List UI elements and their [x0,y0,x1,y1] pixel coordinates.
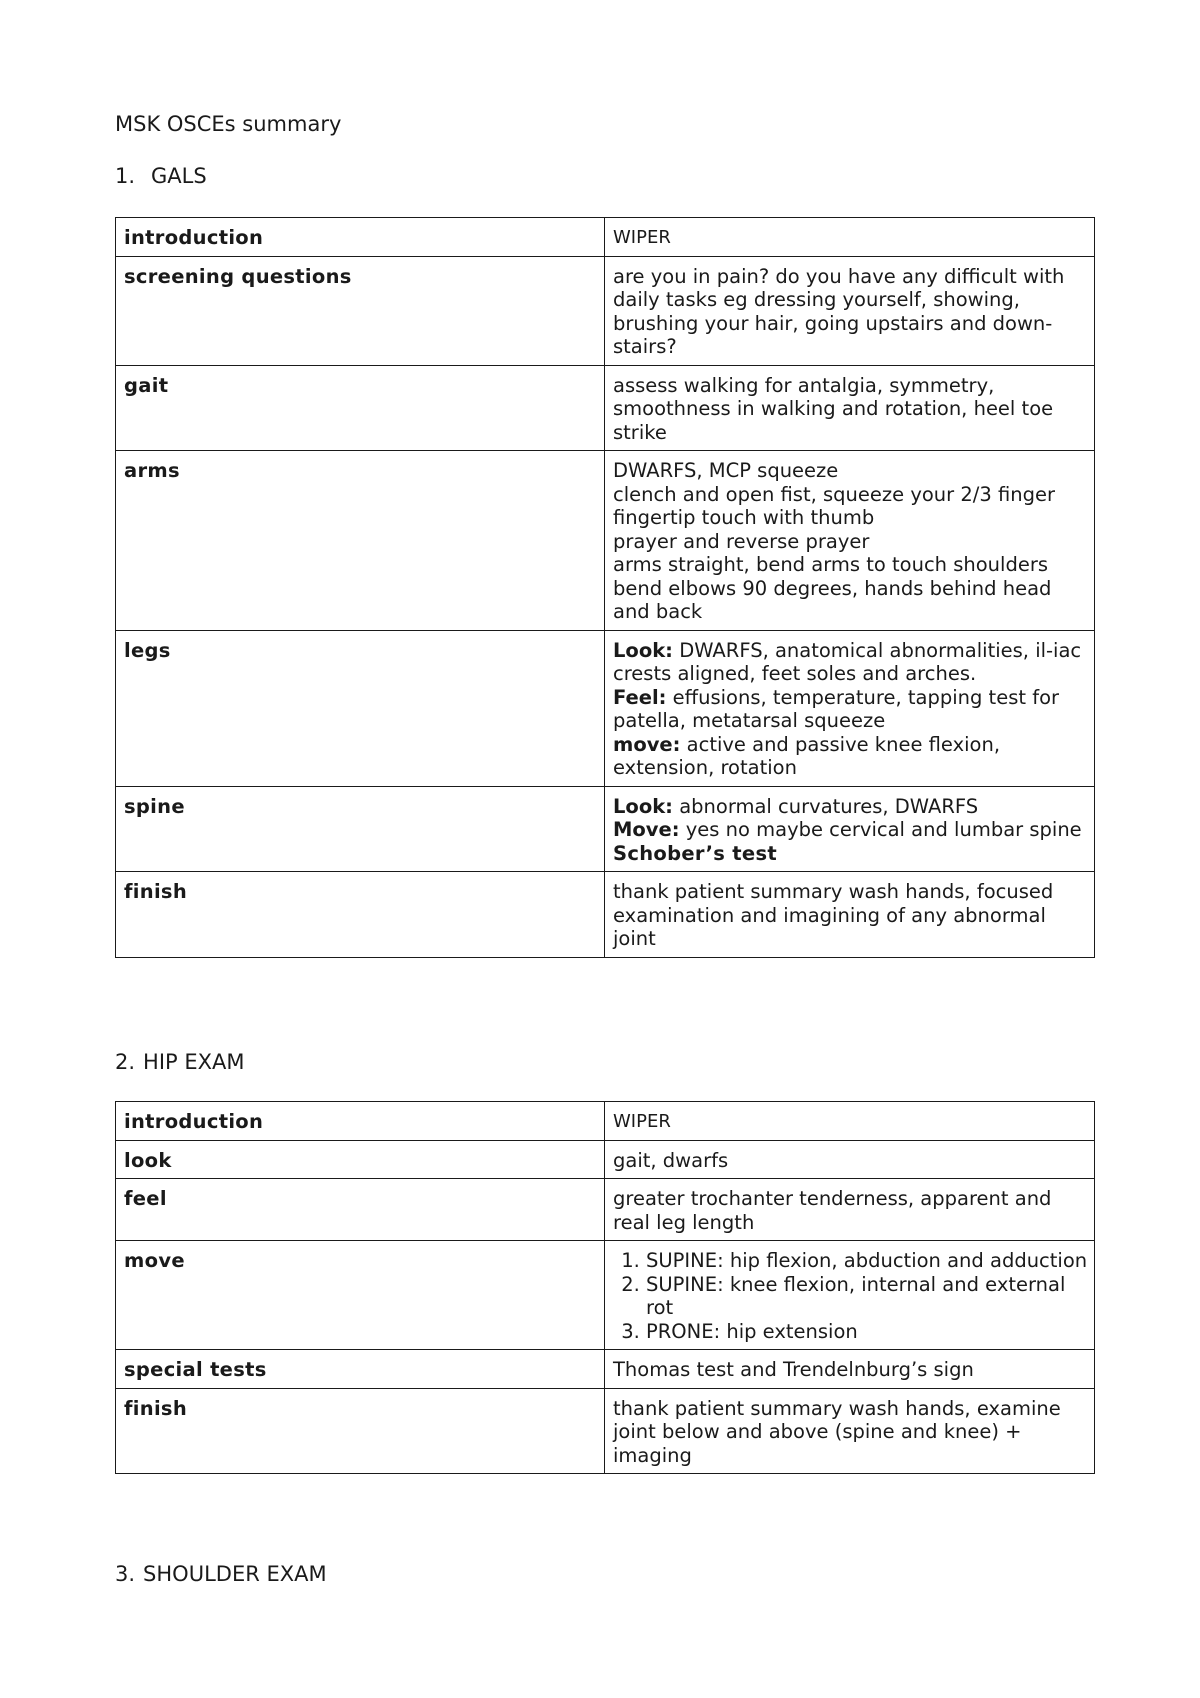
row-key: legs [116,630,605,786]
value-line [613,795,1088,819]
value-text: effusions, temperature, tapping test for patella, metatarsal squeeze [613,685,1060,732]
row-key: look [116,1140,605,1179]
value-line: arms straight, bend arms to touch shoulders [613,553,1048,576]
table-row [116,451,1095,631]
section-heading-gals [115,164,207,188]
row-key: move [116,1241,605,1350]
row-key: feel [116,1179,605,1241]
section-heading-shoulder-exam [115,1562,327,1586]
section-title: GALS [151,164,207,188]
value-text: DWARFS, anatomical abnormalities, il-iac crests aligned, feet soles and arches. [613,638,1082,685]
row-key: finish [116,1388,605,1474]
value-label: move: [613,732,681,756]
row-key: gait [116,365,605,451]
table-row [116,786,1095,872]
value-line [613,818,1088,842]
row-value [605,786,1095,872]
value-line: DWARFS, MCP squeeze [613,459,839,482]
row-key: introduction [116,1102,605,1141]
row-value [605,1241,1095,1350]
row-key: spine [116,786,605,872]
row-value: greater trochanter tenderness, apparent and real leg length [605,1179,1095,1241]
list-item: 2. SUPINE: knee flexion, internal and external rot [646,1273,1088,1320]
gals-table [115,217,1095,958]
row-value [605,451,1095,631]
table-row [116,1350,1095,1389]
section-number: 1. [115,164,136,188]
value-text: yes no maybe cervical and lumbar spine [679,818,1082,841]
table-row [116,1140,1095,1179]
value-label: Look: [613,794,673,818]
section-title: SHOULDER EXAM [143,1562,327,1586]
row-value: WIPER [605,1102,1095,1141]
row-value: gait, dwarfs [605,1140,1095,1179]
list-item: 1. SUPINE: hip flexion, abduction and adduction [646,1249,1088,1273]
row-key: screening questions [116,256,605,365]
row-key: arms [116,451,605,631]
table-row [116,1388,1095,1474]
table-row [116,365,1095,451]
row-key: introduction [116,218,605,257]
table-row [116,218,1095,257]
table-row [116,630,1095,786]
value-label: Look: [613,638,673,662]
value-label: Move: [613,818,680,841]
list-item: 3. PRONE: hip extension [646,1320,1088,1344]
value-text: abnormal curvatures, DWARFS [673,794,979,818]
table-row [116,1179,1095,1241]
hip-exam-table [115,1101,1095,1474]
value-line [613,639,1088,686]
value-label: Feel: [613,685,667,709]
value-line [613,733,1088,780]
section-title: HIP EXAM [143,1050,245,1074]
row-key: finish [116,872,605,958]
table-row [116,1102,1095,1141]
row-value: thank patient summary wash hands, focused examination and imagining of any abnormal joint [605,872,1095,958]
document-title: MSK OSCEs summary [115,112,342,136]
section-number: 2. [115,1050,136,1074]
row-value [605,630,1095,786]
table-row [116,256,1095,365]
table-row [116,872,1095,958]
row-value: Thomas test and Trendelnburg’s sign [605,1350,1095,1389]
row-key: special tests [116,1350,605,1389]
value-line: clench and open fist, squeeze your 2/3 finger fingertip touch with thumb [613,482,1055,529]
table-row [116,1241,1095,1350]
move-steps-list [613,1249,1088,1343]
row-value: thank patient summary wash hands, examine joint below and above (spine and knee) + imaging [605,1388,1095,1474]
value-line [613,686,1088,733]
value-line: prayer and reverse prayer [613,529,870,553]
value-text: active and passive knee flexion, extension, rotation [613,732,1001,779]
row-value: assess walking for antalgia, symmetry, smoothness in walking and rotation, heel toe strike [605,365,1095,451]
row-value: WIPER [605,218,1095,257]
section-number: 3. [115,1562,136,1586]
schober-test-label: Schober’s test [613,841,777,865]
row-value: are you in pain? do you have any difficult with daily tasks eg dressing yourself, showing, brushing your hair, going upstairs and down-stairs? [605,256,1095,365]
value-line: bend elbows 90 degrees, hands behind head and back [613,576,1052,623]
section-heading-hip-exam [115,1050,245,1074]
